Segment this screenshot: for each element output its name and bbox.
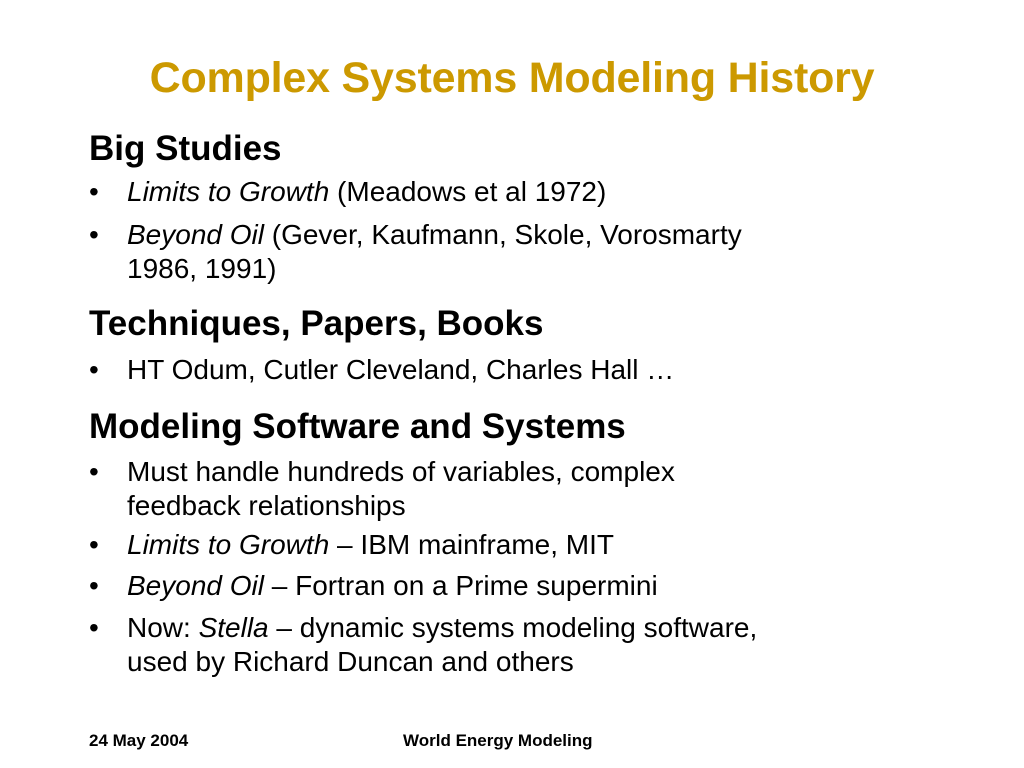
bullet-text xyxy=(127,569,658,603)
bullet-text xyxy=(127,611,757,645)
book-title: Limits to Growth xyxy=(127,176,330,207)
section-heading-techniques: Techniques, Papers, Books xyxy=(89,304,544,343)
bullet-dot: • xyxy=(89,176,99,207)
bullet-dot: • xyxy=(89,354,99,385)
bullet-text xyxy=(127,175,606,209)
book-title: Limits to Growth xyxy=(127,529,330,560)
footer-title: World Energy Modeling xyxy=(403,731,593,750)
software-name: Stella xyxy=(198,612,269,643)
section-heading-big-studies: Big Studies xyxy=(89,129,282,168)
bullet-detail: (Meadows et al 1972) xyxy=(329,176,607,207)
bullet-dot: • xyxy=(89,219,99,250)
bullet-continuation: used by Richard Duncan and others xyxy=(127,646,574,677)
bullet-dot: • xyxy=(89,456,99,487)
bullet-detail: – IBM mainframe, MIT xyxy=(329,529,614,560)
book-title: Beyond Oil xyxy=(127,570,264,601)
footer-date: 24 May 2004 xyxy=(89,731,189,750)
bullet-continuation: 1986, 1991) xyxy=(127,253,277,284)
bullet-text xyxy=(127,528,614,562)
bullet-text: Must handle hundreds of variables, complex xyxy=(127,456,675,487)
bullet-prefix: Now: xyxy=(127,612,199,643)
bullet-dot: • xyxy=(89,570,99,601)
bullet-text: HT Odum, Cutler Cleveland, Charles Hall … xyxy=(127,354,675,385)
bullet-detail: (Gever, Kaufmann, Skole, Vorosmarty xyxy=(263,219,742,250)
bullet-detail: – Fortran on a Prime supermini xyxy=(263,570,658,601)
section-heading-modeling-software: Modeling Software and Systems xyxy=(89,407,626,446)
bullet-dot: • xyxy=(89,529,99,560)
book-title: Beyond Oil xyxy=(127,219,264,250)
bullet-continuation: feedback relationships xyxy=(127,490,406,521)
bullet-dot: • xyxy=(89,612,99,643)
slide-title: Complex Systems Modeling History xyxy=(149,54,875,102)
bullet-detail: – dynamic systems modeling software, xyxy=(268,612,758,643)
bullet-text xyxy=(127,218,742,252)
